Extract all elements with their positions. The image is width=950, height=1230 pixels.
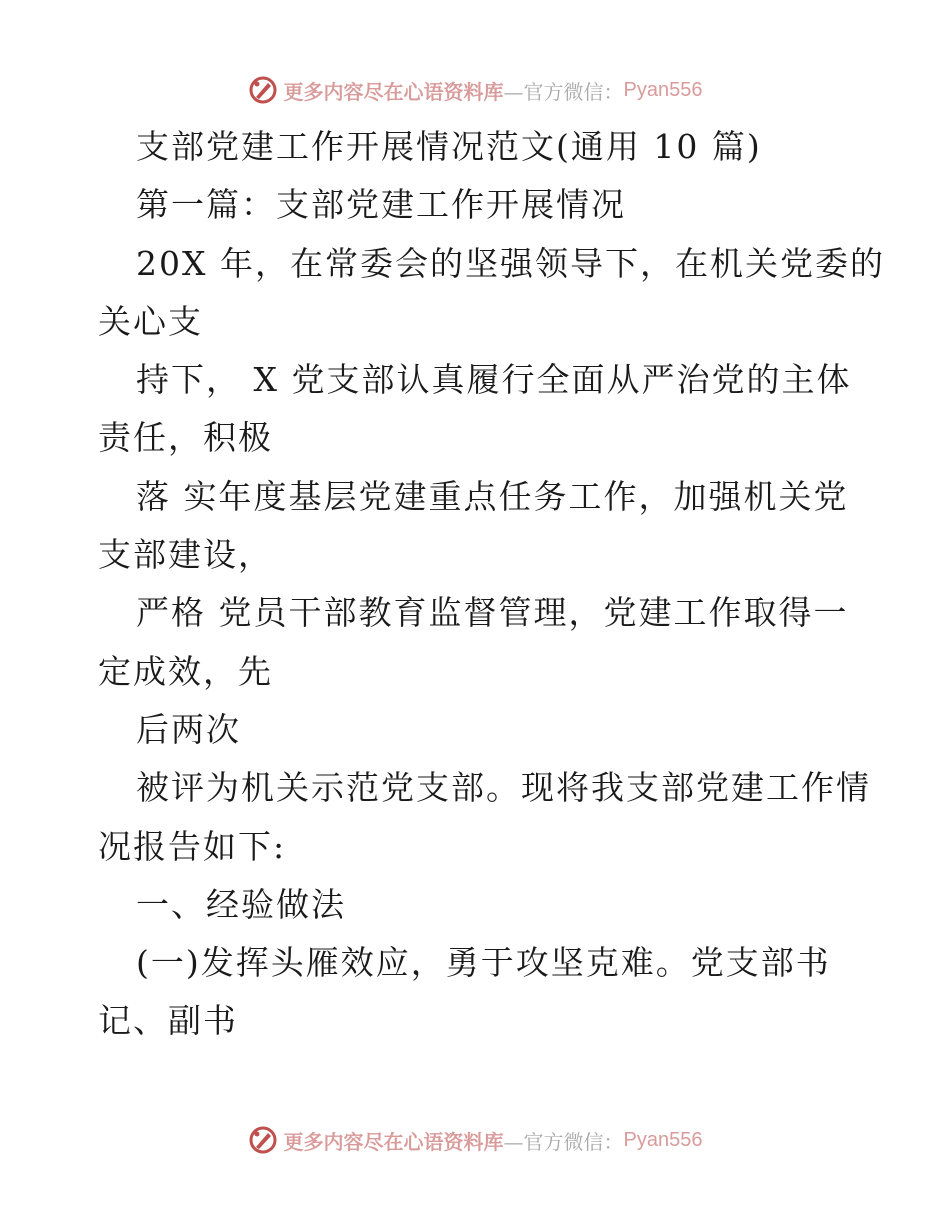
banner-wechat-label: —官方微信： (503, 1129, 624, 1154)
paragraph-line: 严格 党员干部教育监督管理，党建工作取得一 (136, 593, 849, 633)
document-body (98, 118, 885, 1051)
footer-banner (0, 1120, 950, 1160)
document-title: 支部党建工作开展情况范文(通用 10 篇) (136, 127, 762, 166)
paragraph-line: 持下， X 党支部认真履行全面从严治党的主体 (136, 360, 852, 400)
header-banner (0, 70, 950, 110)
banner-library-text: 更多内容尽在心语资料库 (283, 1129, 504, 1154)
paragraph-line: 责任，积极 (98, 418, 273, 458)
paragraph-line: 况报告如下: (98, 826, 287, 866)
quill-circle-icon (248, 1125, 278, 1155)
paragraph-line: (一)发挥头雁效应，勇于攻坚克难。党支部书 (136, 943, 831, 983)
paragraph-line: 记、副书 (98, 1001, 238, 1041)
quill-circle-icon (248, 75, 278, 105)
paragraph-line: 落 实年度基层党建重点任务工作，加强机关党 (136, 476, 849, 516)
paragraph-line: 关心支 (98, 301, 203, 341)
subsection-heading: 一、经验做法 (136, 884, 346, 924)
banner-wechat-label: —官方微信： (503, 79, 624, 104)
banner-library-text: 更多内容尽在心语资料库 (283, 79, 504, 104)
paragraph-line: 定成效，先 (98, 651, 273, 691)
paragraph-line: 20X 年，在常委会的坚强领导下，在机关党委的 (136, 243, 885, 283)
section-heading: 第一篇：支部党建工作开展情况 (136, 185, 626, 225)
banner-wechat-id: Pyan556 (623, 1128, 703, 1151)
banner-wechat-id: Pyan556 (623, 78, 703, 101)
paragraph-line: 后两次 (136, 709, 241, 749)
paragraph-line: 被评为机关示范党支部。现将我支部党建工作情 (136, 768, 871, 808)
paragraph-line: 支部建设， (98, 535, 273, 575)
